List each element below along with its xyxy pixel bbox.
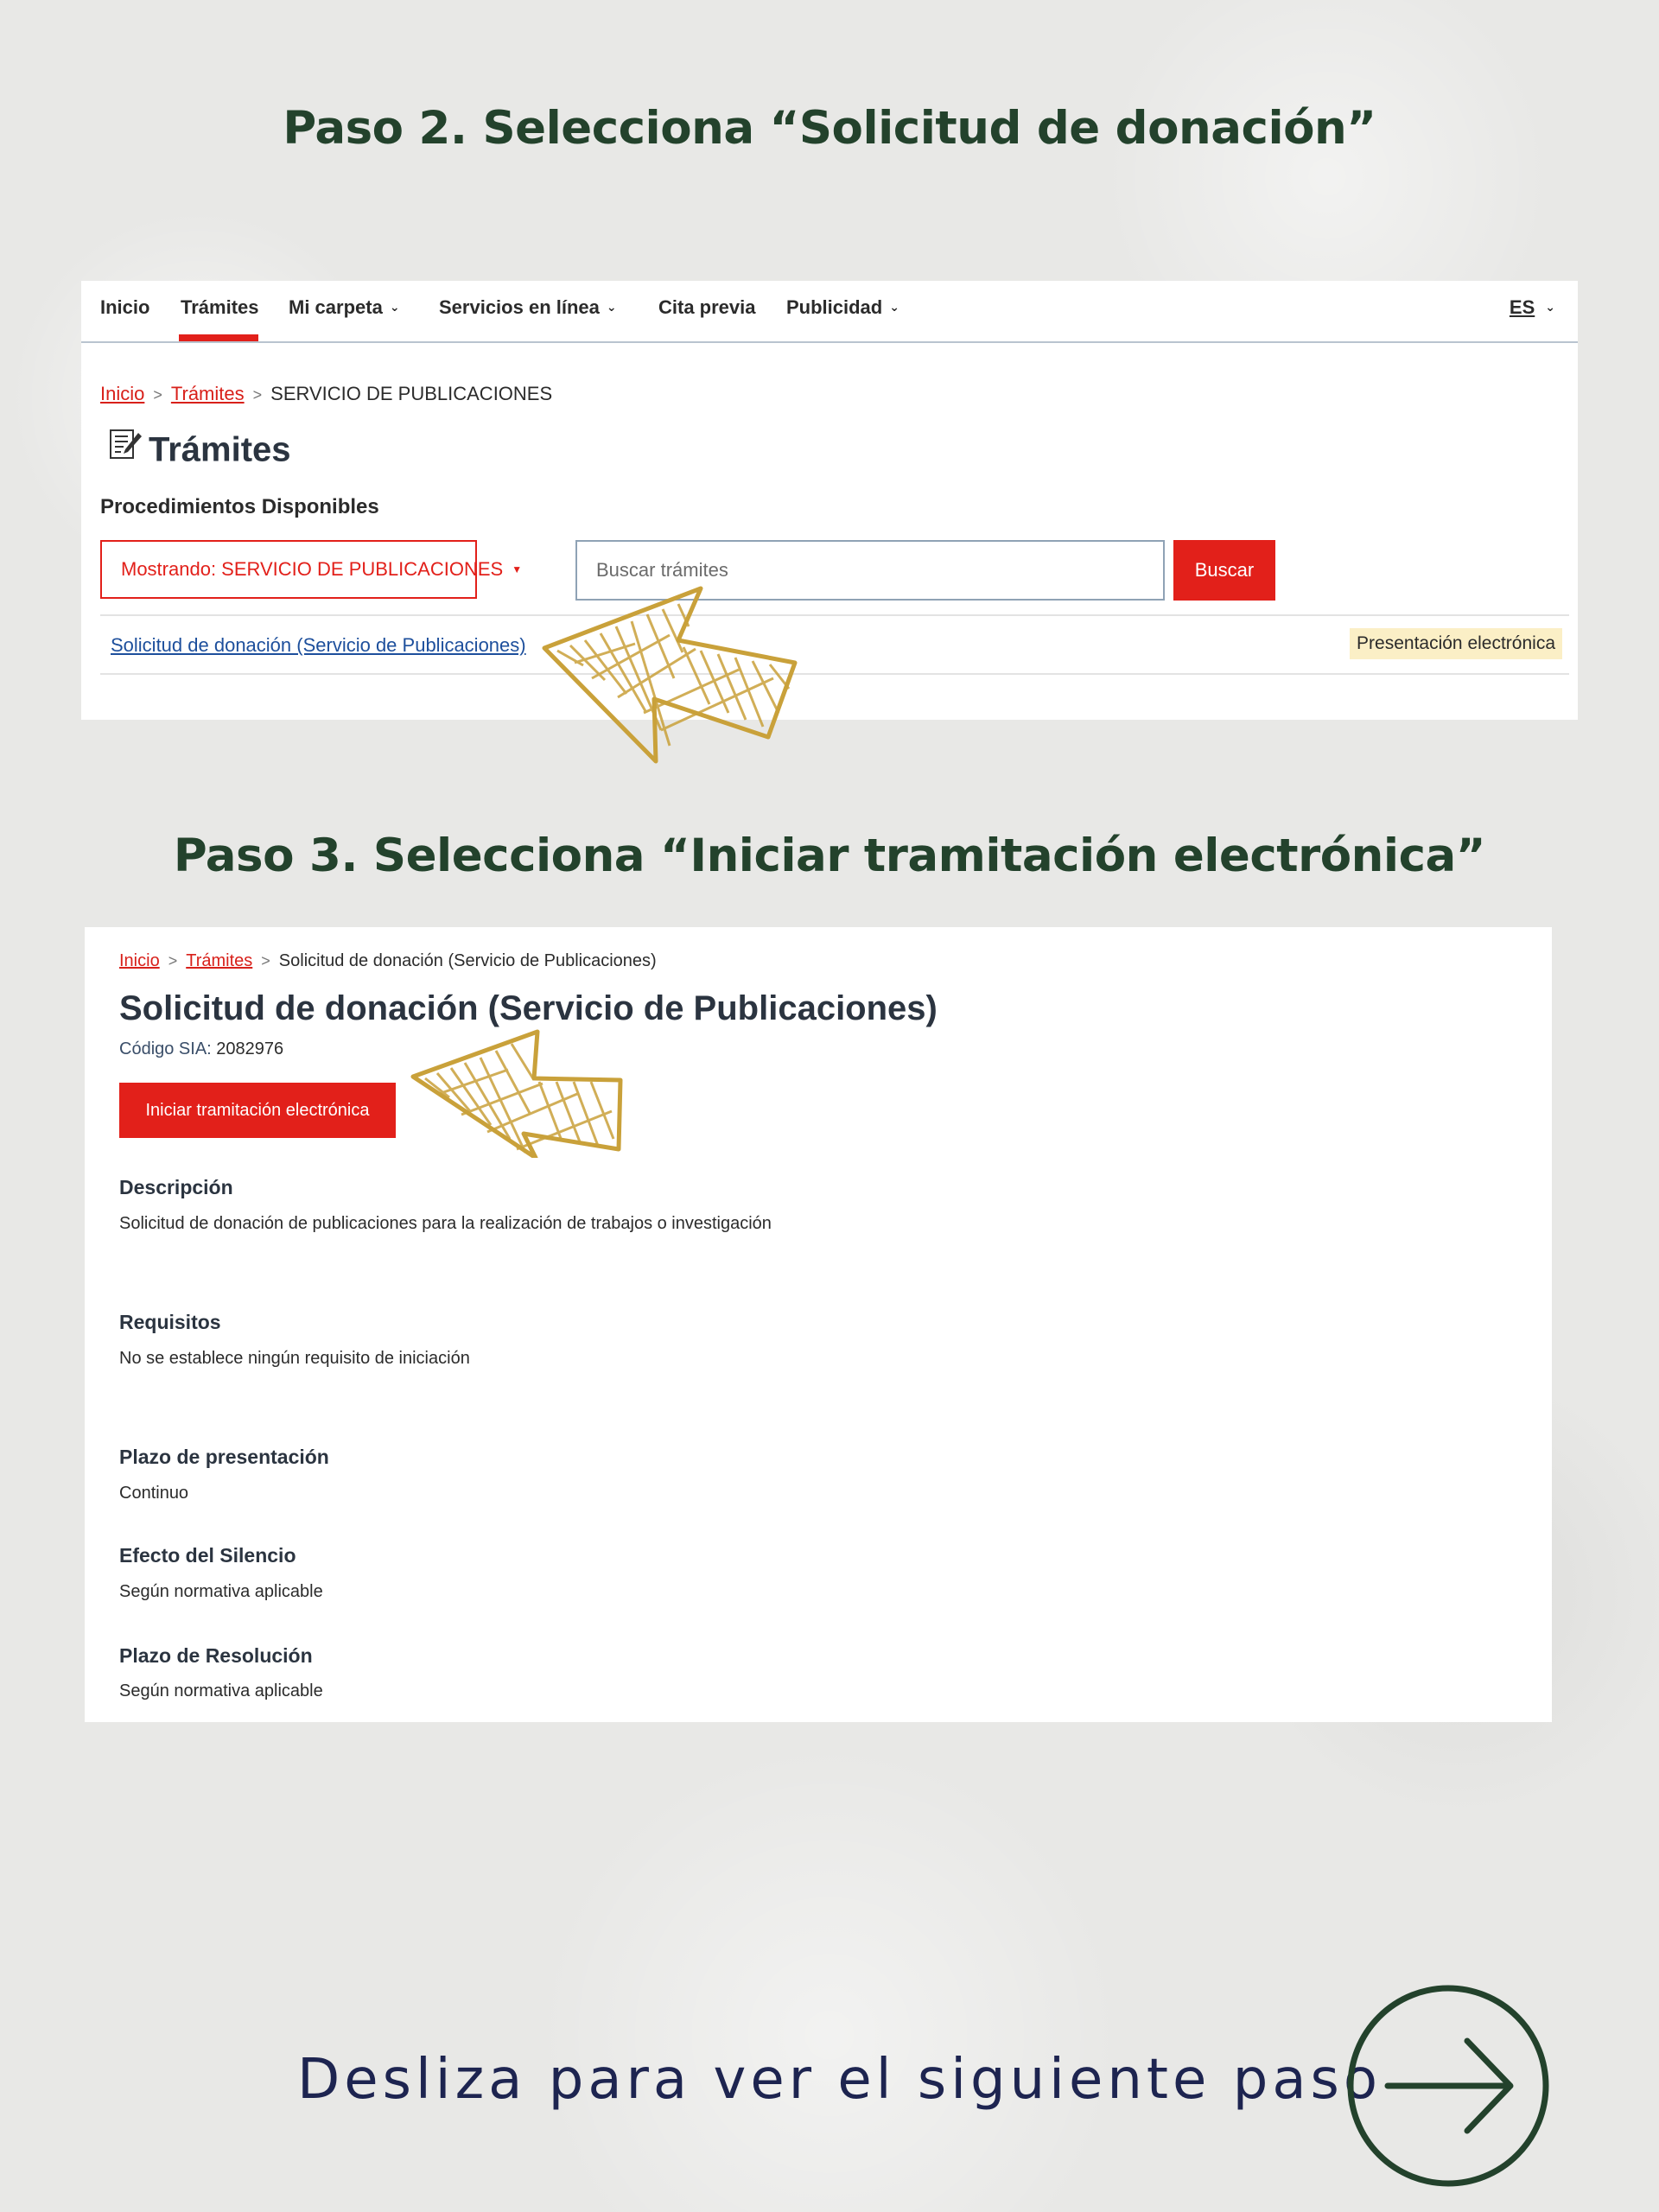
- breadcrumb-link-inicio[interactable]: Inicio: [119, 951, 160, 970]
- nav-item-mi-carpeta[interactable]: Mi carpeta ⌄: [289, 296, 400, 318]
- nav-item-tramites[interactable]: Trámites: [181, 296, 259, 318]
- chevron-right-icon: >: [168, 952, 178, 969]
- breadcrumb: [100, 383, 552, 405]
- section-heading-efecto-silencio: Efecto del Silencio: [119, 1544, 296, 1567]
- divider: [100, 673, 1569, 675]
- chevron-right-icon: >: [261, 952, 270, 969]
- chevron-down-icon: ⌄: [606, 300, 617, 314]
- step-3-title: Paso 3. Selecciona “Iniciar tramitación electrónica”: [173, 830, 1486, 882]
- breadcrumb-current: SERVICIO DE PUBLICACIONES: [270, 383, 553, 404]
- start-electronic-procedure-button[interactable]: Iniciar tramitación electrónica: [119, 1083, 396, 1138]
- footer-swipe-hint: Desliza para ver el siguiente paso: [297, 2048, 1382, 2112]
- section-heading-plazo-presentacion: Plazo de presentación: [119, 1446, 329, 1468]
- search-button[interactable]: Buscar: [1173, 540, 1275, 601]
- chevron-right-icon: >: [252, 386, 263, 404]
- procedure-detail-screenshot: [85, 927, 1552, 1722]
- tramites-list-screenshot: [81, 281, 1578, 720]
- chevron-down-icon: ⌄: [889, 300, 899, 314]
- step-2-title: Paso 2. Selecciona “Solicitud de donación”: [283, 102, 1376, 155]
- breadcrumb-link-tramites[interactable]: Trámites: [170, 383, 245, 404]
- section-text-plazo-presentacion: Continuo: [119, 1484, 189, 1503]
- chevron-down-icon: ⌄: [389, 300, 400, 314]
- divider: [100, 614, 1569, 616]
- active-tab-indicator: [179, 334, 258, 341]
- section-heading-plazo-resolucion: Plazo de Resolución: [119, 1644, 313, 1667]
- section-heading-descripcion: Descripción: [119, 1176, 233, 1198]
- status-badge: Presentación electrónica: [1350, 628, 1562, 659]
- edit-document-icon: [107, 426, 143, 471]
- nav-item-cita-previa[interactable]: Cita previa: [658, 296, 756, 318]
- sia-code: Código SIA: 2082976: [119, 1039, 284, 1058]
- breadcrumb: [119, 951, 657, 971]
- breadcrumb-link-inicio[interactable]: Inicio: [100, 383, 145, 404]
- section-text-plazo-resolucion: Según normativa aplicable: [119, 1681, 323, 1700]
- section-text-efecto-silencio: Según normativa aplicable: [119, 1582, 323, 1601]
- breadcrumb-link-tramites[interactable]: Trámites: [186, 951, 253, 970]
- filter-dropdown[interactable]: Mostrando: SERVICIO DE PUBLICACIONES ▼: [100, 540, 477, 599]
- result-link-solicitud-donacion[interactable]: Solicitud de donación (Servicio de Publicaciones): [111, 634, 526, 656]
- nav-item-servicios-en-linea[interactable]: Servicios en línea ⌄: [439, 296, 617, 318]
- nav-item-publicidad[interactable]: Publicidad ⌄: [786, 296, 899, 318]
- top-navbar: [81, 281, 1578, 343]
- nav-item-inicio[interactable]: Inicio: [100, 296, 150, 318]
- page-title: Trámites: [107, 429, 291, 474]
- section-text-descripcion: Solicitud de donación de publicaciones para la realización de trabajos o investigación: [119, 1214, 772, 1233]
- page-title: Solicitud de donación (Servicio de Publicaciones): [119, 989, 938, 1027]
- section-text-requisitos: No se establece ningún requisito de iniciación: [119, 1349, 470, 1368]
- chevron-down-icon: ⌄: [1545, 300, 1555, 314]
- caret-down-icon: ▼: [512, 563, 523, 575]
- breadcrumb-current: Solicitud de donación (Servicio de Publicaciones): [278, 951, 657, 970]
- section-heading-requisitos: Requisitos: [119, 1311, 221, 1333]
- arrow-right-circle-icon[interactable]: [1346, 1984, 1550, 2188]
- chevron-right-icon: >: [153, 386, 162, 404]
- section-heading: Procedimientos Disponibles: [100, 495, 379, 518]
- language-selector[interactable]: ES ⌄: [1509, 296, 1555, 318]
- hand-drawn-arrow-icon: [531, 583, 799, 773]
- hand-drawn-arrow-icon: [404, 1028, 629, 1158]
